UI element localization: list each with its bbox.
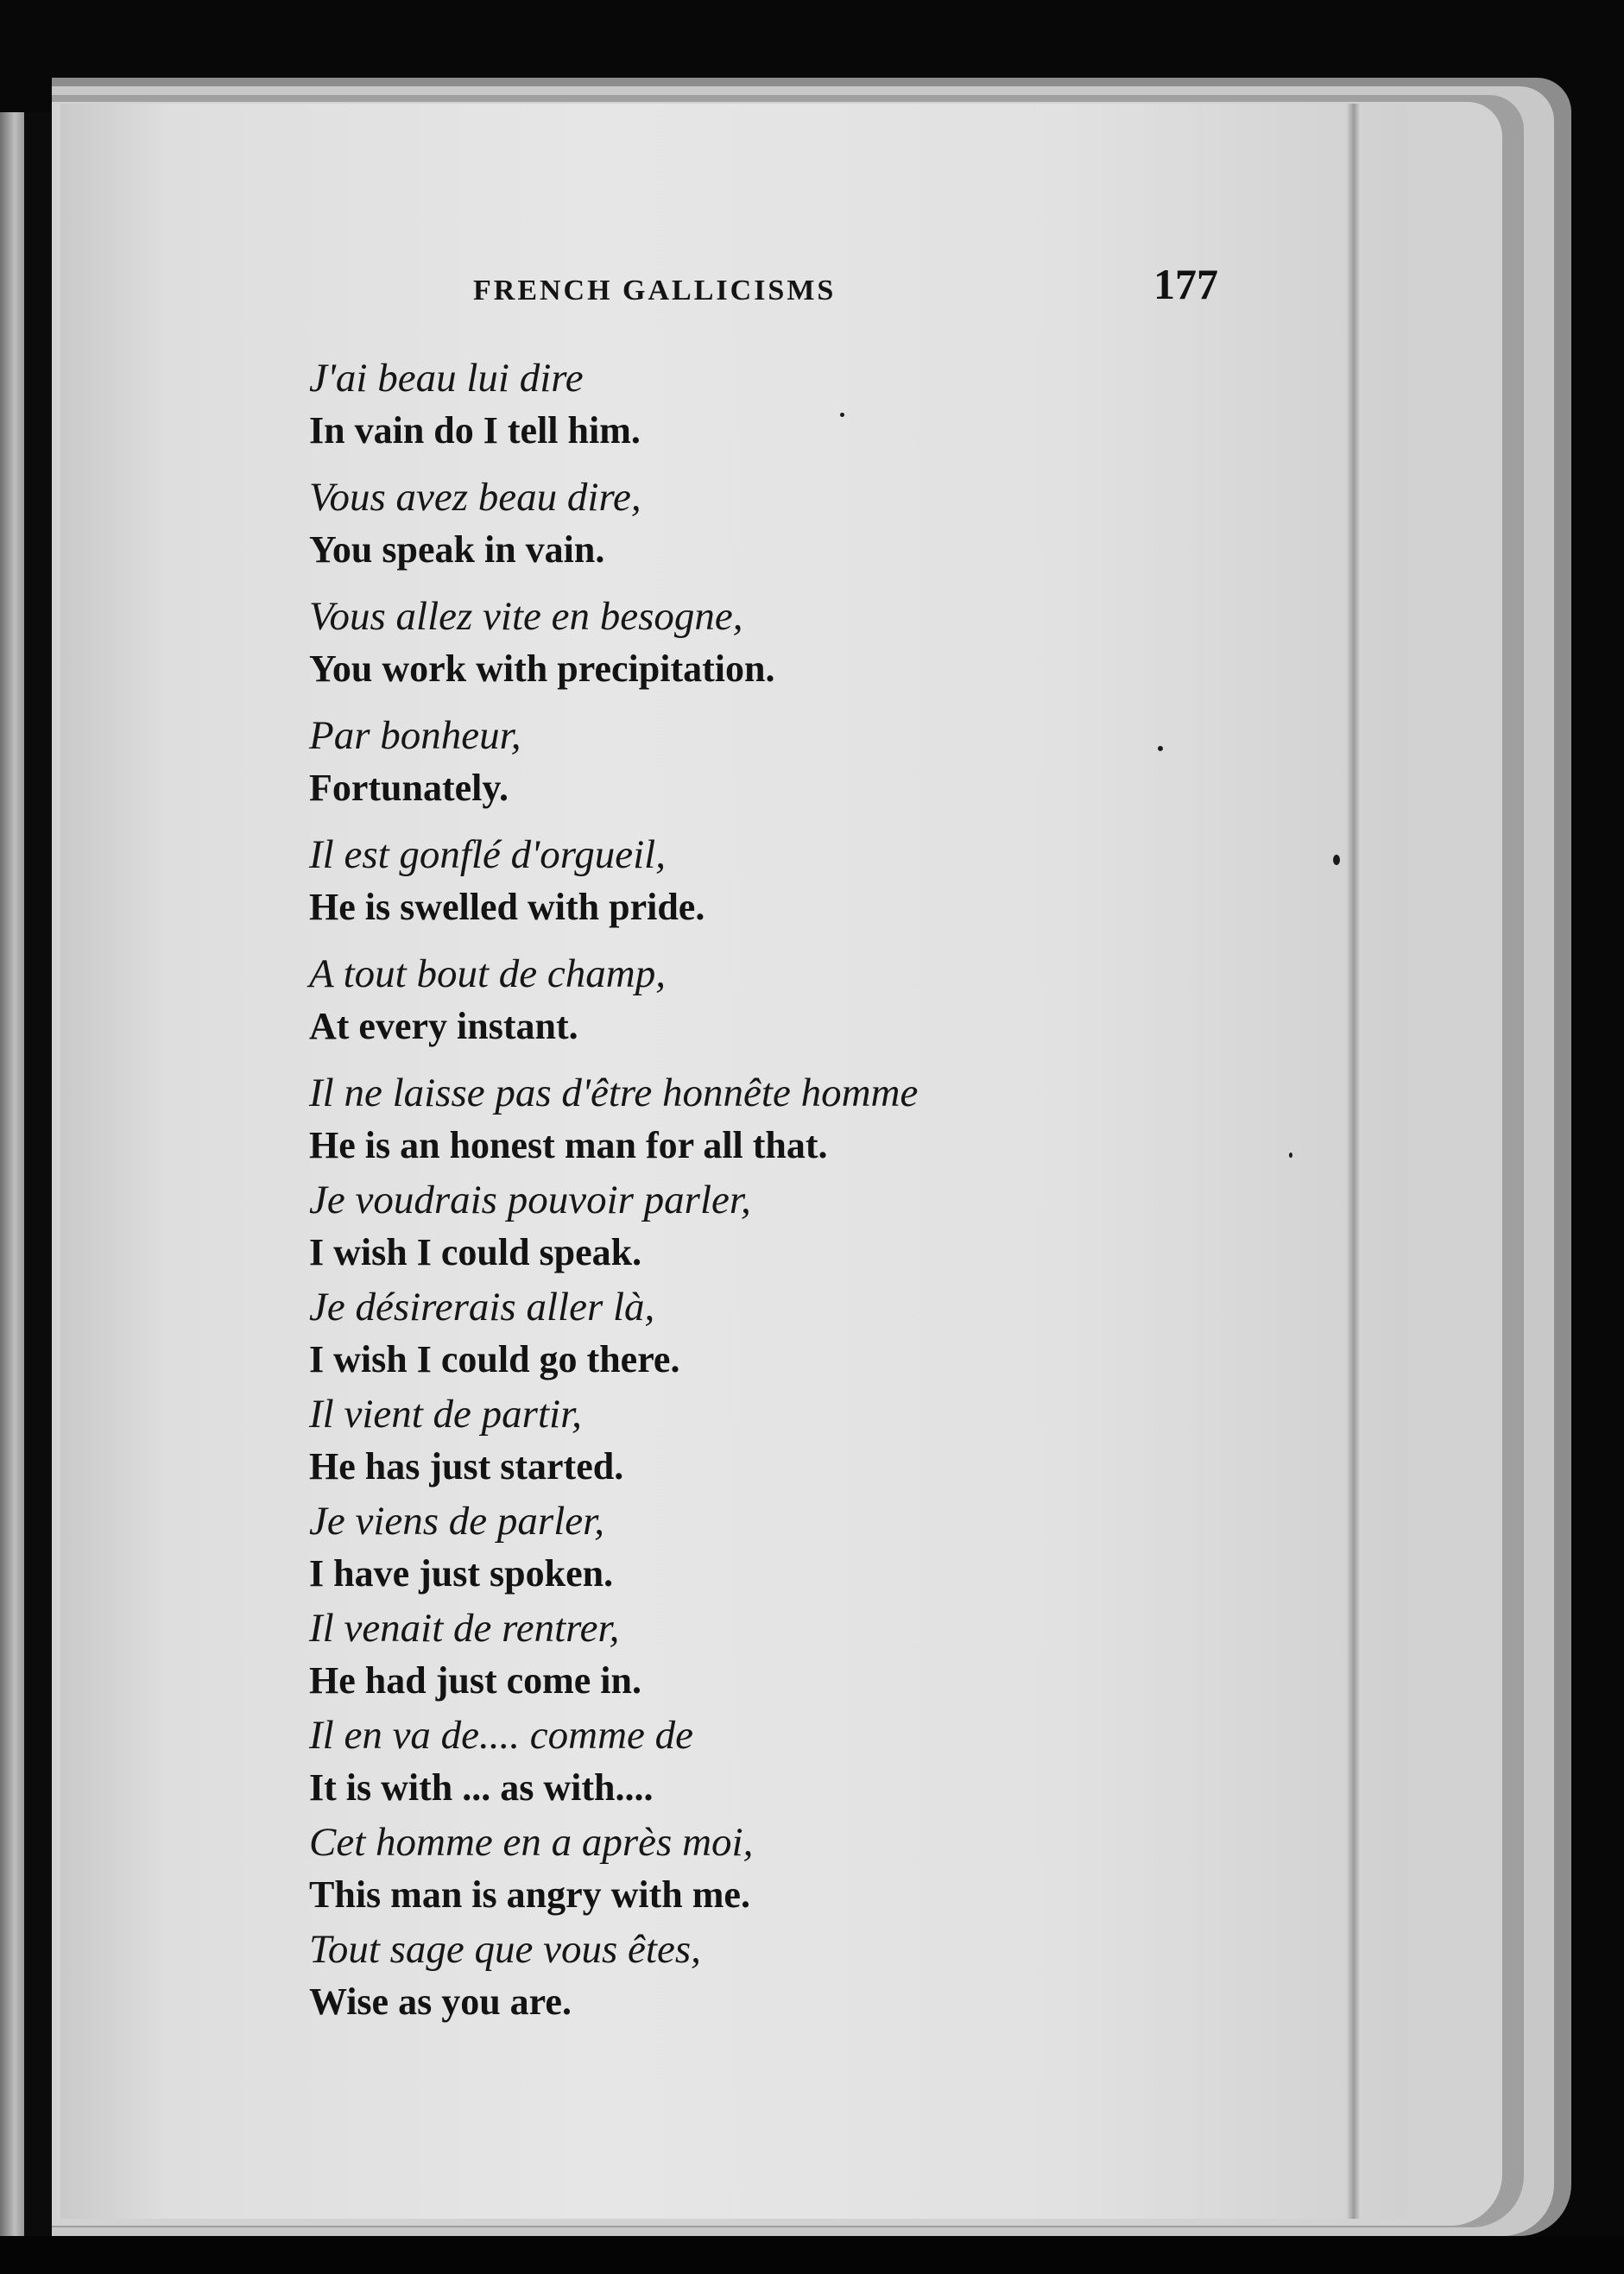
page-fold-shadow (1347, 104, 1361, 2219)
english-translation: Wise as you are. (309, 1980, 572, 2023)
phrase-entry (309, 352, 1172, 471)
french-phrase: Je désirerais aller là, (309, 1285, 655, 1330)
ink-speck (1289, 1153, 1292, 1158)
english-translation: He is swelled with pride. (309, 886, 705, 928)
phrase-entry (309, 829, 1172, 948)
phrase-entry (309, 1281, 1172, 1388)
english-translation: This man is angry with me. (309, 1873, 750, 1916)
english-translation: Fortunately. (309, 767, 509, 809)
french-phrase: Vous avez beau dire, (309, 475, 641, 520)
english-translation: It is with ... as with.... (309, 1766, 654, 1809)
english-translation: I wish I could speak. (309, 1231, 642, 1273)
ink-speck (840, 413, 844, 417)
phrase-entry (309, 1067, 1172, 1174)
phrase-entry (309, 710, 1172, 829)
english-translation: I have just spoken. (309, 1552, 614, 1595)
phrase-entry (309, 471, 1172, 591)
ink-speck (1158, 746, 1163, 751)
french-phrase: Il est gonflé d'orgueil, (309, 832, 666, 877)
phrase-entry (309, 1709, 1172, 1816)
phrase-list (309, 352, 1172, 2031)
french-phrase: Cet homme en a après moi, (309, 1820, 754, 1865)
phrase-entry (309, 1923, 1172, 2031)
english-translation: He has just started. (309, 1445, 624, 1488)
phrase-entry (309, 1602, 1172, 1709)
running-header: FRENCH GALLICISMS (473, 275, 837, 306)
french-phrase: Par bonheur, (309, 713, 521, 758)
scan-bottom-border (0, 2236, 1624, 2274)
phrase-entry (309, 1388, 1172, 1495)
ink-speck (1333, 855, 1340, 865)
english-translation: At every instant. (309, 1005, 578, 1047)
english-translation: I wish I could go there. (309, 1338, 680, 1380)
french-phrase: J'ai beau lui dire (309, 356, 584, 401)
english-translation: You work with precipitation. (309, 647, 775, 690)
french-phrase: Tout sage que vous êtes, (309, 1927, 701, 1972)
french-phrase: Il ne laisse pas d'être honnête homme (309, 1071, 919, 1115)
phrase-entry (309, 1816, 1172, 1923)
phrase-entry (309, 948, 1172, 1067)
phrase-entry (309, 1174, 1172, 1281)
phrase-entry (309, 591, 1172, 710)
english-translation: You speak in vain. (309, 528, 605, 571)
page-number: 177 (1153, 260, 1218, 308)
french-phrase: A tout bout de champ, (309, 951, 666, 996)
previous-page-edge (0, 112, 24, 2274)
french-phrase: Il venait de rentrer, (309, 1606, 620, 1651)
french-phrase: Je voudrais pouvoir parler, (309, 1178, 751, 1222)
english-translation: He is an honest man for all that. (309, 1124, 828, 1166)
english-translation: In vain do I tell him. (309, 409, 641, 452)
french-phrase: Je viens de parler, (309, 1499, 604, 1544)
french-phrase: Il en va de.... comme de (309, 1713, 694, 1758)
phrase-entry (309, 1495, 1172, 1602)
english-translation: He had just come in. (309, 1659, 641, 1702)
french-phrase: Il vient de partir, (309, 1392, 582, 1437)
french-phrase: Vous allez vite en besogne, (309, 594, 743, 639)
